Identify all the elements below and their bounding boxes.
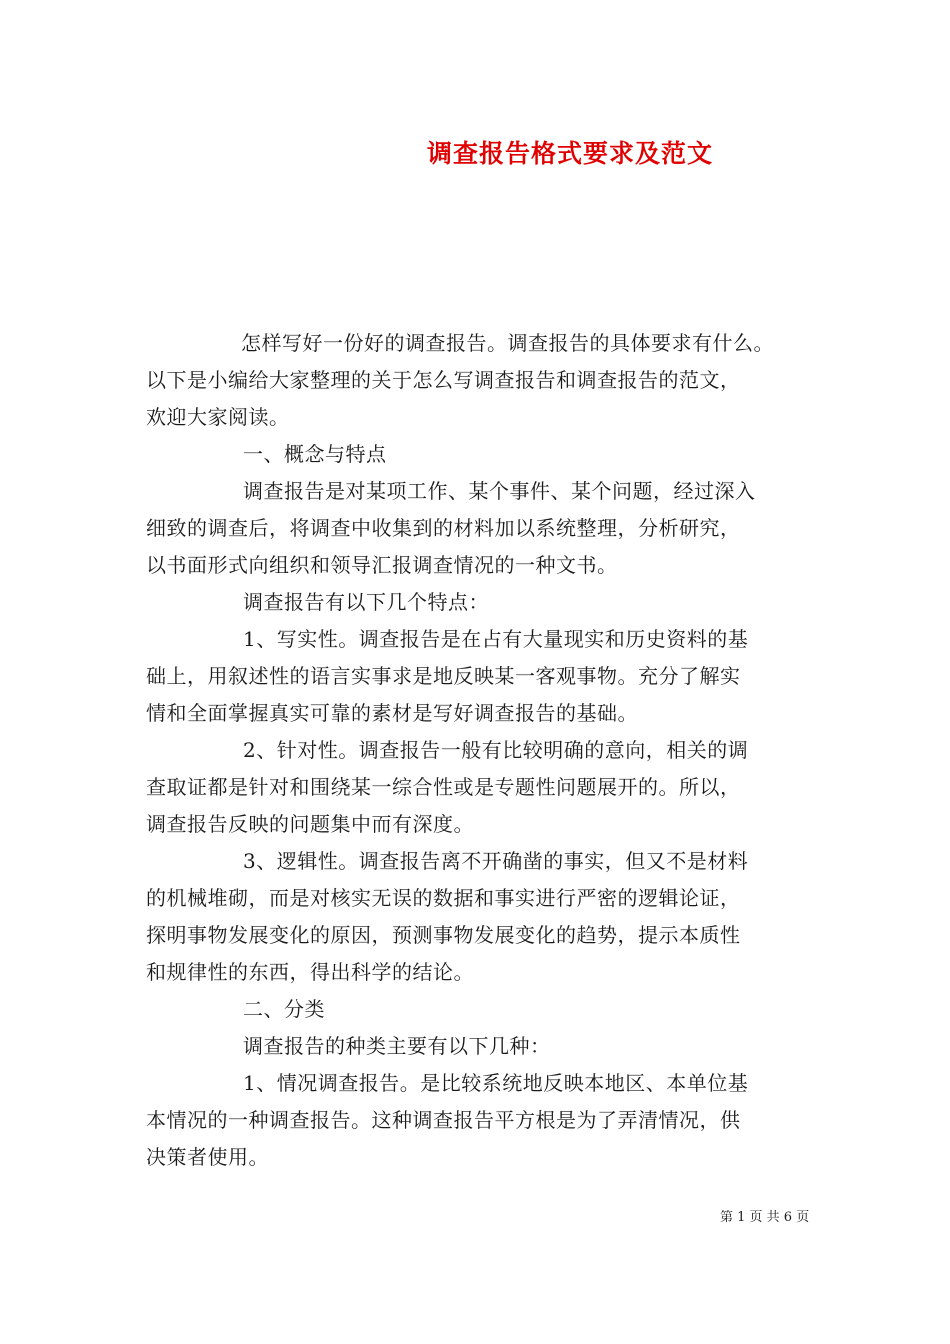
section-heading: 二、分类 (243, 997, 325, 1021)
paragraph-line: 1、情况调查报告。是比较系统地反映本地区、本单位基 (243, 1071, 749, 1095)
paragraph-line: 情和全面掌握真实可靠的素材是写好调查报告的基础。 (146, 701, 638, 725)
paragraph-line: 查取证都是针对和围绕某一综合性或是专题性问题展开的。所以， (146, 775, 741, 799)
paragraph-line: 础上，用叙述性的语言实事求是地反映某一客观事物。充分了解实 (146, 664, 741, 688)
paragraph-line: 3、逻辑性。调查报告离不开确凿的事实，但又不是材料 (243, 849, 749, 873)
paragraph-line: 以书面形式向组织和领导汇报调查情况的一种文书。 (146, 553, 618, 577)
paragraph-line: 欢迎大家阅读。 (146, 405, 290, 429)
section-heading: 一、概念与特点 (243, 442, 387, 466)
paragraph-line: 的机械堆砌，而是对核实无误的数据和事实进行严密的逻辑论证， (146, 886, 741, 910)
paragraph-line: 以下是小编给大家整理的关于怎么写调查报告和调查报告的范文， (146, 368, 741, 392)
paragraph-line: 探明事物发展变化的原因，预测事物发展变化的趋势，提示本质性 (146, 923, 741, 947)
paragraph-line: 本情况的一种调查报告。这种调查报告平方根是为了弄清情况，供 (146, 1108, 741, 1132)
paragraph-line: 怎样写好一份好的调查报告。调查报告的具体要求有什么。 (241, 331, 774, 355)
paragraph-line: 调查报告反映的问题集中而有深度。 (146, 812, 474, 836)
paragraph-line: 2、针对性。调查报告一般有比较明确的意向，相关的调 (243, 738, 749, 762)
paragraph-line: 细致的调查后，将调查中收集到的材料加以系统整理，分析研究， (146, 516, 741, 540)
paragraph-line: 调查报告有以下几个特点： (243, 590, 489, 614)
paragraph-line: 1、写实性。调查报告是在占有大量现实和历史资料的基 (243, 627, 749, 651)
paragraph-line: 调查报告是对某项工作、某个事件、某个问题，经过深入 (243, 479, 756, 503)
paragraph-line: 调查报告的种类主要有以下几种： (243, 1034, 551, 1058)
document-title: 调查报告格式要求及范文 (426, 139, 713, 168)
paragraph-line: 决策者使用。 (146, 1145, 269, 1169)
page-footer: 第 1 页 共 6 页 (720, 1210, 810, 1225)
paragraph-line: 和规律性的东西，得出科学的结论。 (146, 960, 474, 984)
